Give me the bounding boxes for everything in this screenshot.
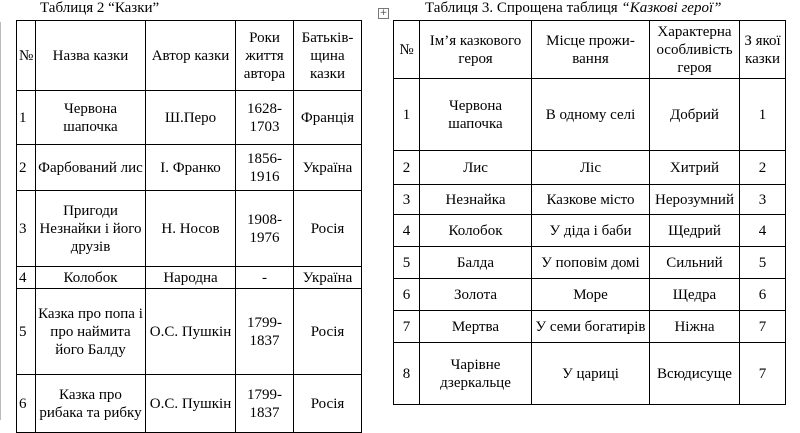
header-cell: №	[394, 21, 420, 79]
table-cell: Колобок	[36, 267, 146, 289]
table-cell: Ліс	[532, 151, 650, 185]
table-cell: Росія	[294, 375, 362, 433]
table-cell: О.С. Пушкін	[146, 375, 236, 433]
table-row	[17, 375, 362, 433]
header-cell: Ім’я казкового героя	[420, 21, 532, 79]
table-row	[17, 191, 362, 267]
header-cell: Характерна особливість героя	[650, 21, 740, 79]
table-cell: 4	[394, 215, 420, 247]
header-cell: Назва казки	[36, 21, 146, 91]
table-cell: Чарівне дзеркальце	[420, 343, 532, 405]
table-cell: 5	[17, 289, 36, 375]
table-cell: Червона шапочка	[420, 79, 532, 151]
table-cell: 7	[740, 311, 786, 343]
table-cell: 5	[740, 247, 786, 279]
table-cell: 1	[740, 79, 786, 151]
table-header-row	[394, 21, 786, 79]
table-row	[394, 215, 786, 247]
table-cell: 4	[17, 267, 36, 289]
table-cell: 3	[17, 191, 36, 267]
table-cell: У діда і баби	[532, 215, 650, 247]
page-edge	[0, 22, 1, 420]
table2-caption	[40, 0, 159, 17]
table3-caption	[425, 0, 721, 17]
table-cell: І. Франко	[146, 145, 236, 191]
table-cell: Добрий	[650, 79, 740, 151]
table-move-handle-icon[interactable]: +	[379, 8, 388, 18]
table-cell: 1	[394, 79, 420, 151]
table-cell: Море	[532, 279, 650, 311]
table-cell: Незнайка	[420, 185, 532, 215]
table-cell: Пригоди Незнайки і його друзів	[36, 191, 146, 267]
table-cell: У семи богатирів	[532, 311, 650, 343]
table-row	[394, 279, 786, 311]
table-cell: Фарбований лис	[36, 145, 146, 191]
table2-caption-title: “Казки”	[108, 0, 160, 16]
table-cell: 4	[740, 215, 786, 247]
table-cell: Україна	[294, 267, 362, 289]
table-cell: Щедрий	[650, 215, 740, 247]
table-cell: 1908-1976	[236, 191, 294, 267]
table-cell: Хитрий	[650, 151, 740, 185]
table-cell: О.С. Пушкін	[146, 289, 236, 375]
fairy-tales-table	[16, 20, 362, 433]
table-cell: Ш.Перо	[146, 91, 236, 145]
table-cell: 1628-1703	[236, 91, 294, 145]
table-header-row	[17, 21, 362, 91]
table-cell: 8	[394, 343, 420, 405]
table-cell: Мертва	[420, 311, 532, 343]
table-cell: Н. Носов	[146, 191, 236, 267]
table-cell: 6	[17, 375, 36, 433]
table-cell: Всюдисуще	[650, 343, 740, 405]
table-cell: Казка про рибака та рибку	[36, 375, 146, 433]
header-cell: Батьків-щина казки	[294, 21, 362, 91]
table-cell: Нерозумний	[650, 185, 740, 215]
table-row	[17, 289, 362, 375]
table-cell: 1799-1837	[236, 289, 294, 375]
table-cell: Казка про попа і про наймита його Балду	[36, 289, 146, 375]
table-cell: Червона шапочка	[36, 91, 146, 145]
header-cell: Місце прожи-вання	[532, 21, 650, 79]
table-cell: 7	[394, 311, 420, 343]
table-cell: 3	[394, 185, 420, 215]
fairy-tale-heroes-table	[393, 20, 786, 405]
table3-caption-title: “Казкові герої”	[621, 0, 722, 16]
table-row	[394, 343, 786, 405]
table-cell: 2	[17, 145, 36, 191]
table-cell: 1856-1916	[236, 145, 294, 191]
table-cell: Росія	[294, 289, 362, 375]
table-cell: 2	[394, 151, 420, 185]
table-row	[394, 79, 786, 151]
table-cell: Народна	[146, 267, 236, 289]
table-row	[394, 247, 786, 279]
table-row	[17, 267, 362, 289]
header-cell: З якої казки	[740, 21, 786, 79]
table-cell: Україна	[294, 145, 362, 191]
table-cell: Золота	[420, 279, 532, 311]
table-cell: 6	[394, 279, 420, 311]
table-cell: В одному селі	[532, 79, 650, 151]
table-row	[17, 145, 362, 191]
table-cell: Росія	[294, 191, 362, 267]
table-cell: Балда	[420, 247, 532, 279]
table-row	[394, 185, 786, 215]
table-cell: Франція	[294, 91, 362, 145]
table-cell: Лис	[420, 151, 532, 185]
table-cell: 5	[394, 247, 420, 279]
table-row	[394, 311, 786, 343]
table-cell: Ніжна	[650, 311, 740, 343]
table-cell: Колобок	[420, 215, 532, 247]
table-cell: 1	[17, 91, 36, 145]
table2-caption-prefix: Таблиця 2	[40, 0, 109, 16]
table-cell: У цариці	[532, 343, 650, 405]
table-cell: 3	[740, 185, 786, 215]
table-row	[17, 91, 362, 145]
table-cell: 1799-1837	[236, 375, 294, 433]
header-cell: Роки життя автора	[236, 21, 294, 91]
table-row	[394, 151, 786, 185]
table-cell: 2	[740, 151, 786, 185]
table-cell: Щедра	[650, 279, 740, 311]
table-cell: -	[236, 267, 294, 289]
table-cell: 6	[740, 279, 786, 311]
header-cell: Автор казки	[146, 21, 236, 91]
table-cell: Сильний	[650, 247, 740, 279]
table3-caption-prefix: Таблиця 3. Спрощена таблиця	[425, 0, 622, 16]
table-cell: 7	[740, 343, 786, 405]
table-cell: У поповім домі	[532, 247, 650, 279]
header-cell: №	[17, 21, 36, 91]
table-cell: Казкове місто	[532, 185, 650, 215]
